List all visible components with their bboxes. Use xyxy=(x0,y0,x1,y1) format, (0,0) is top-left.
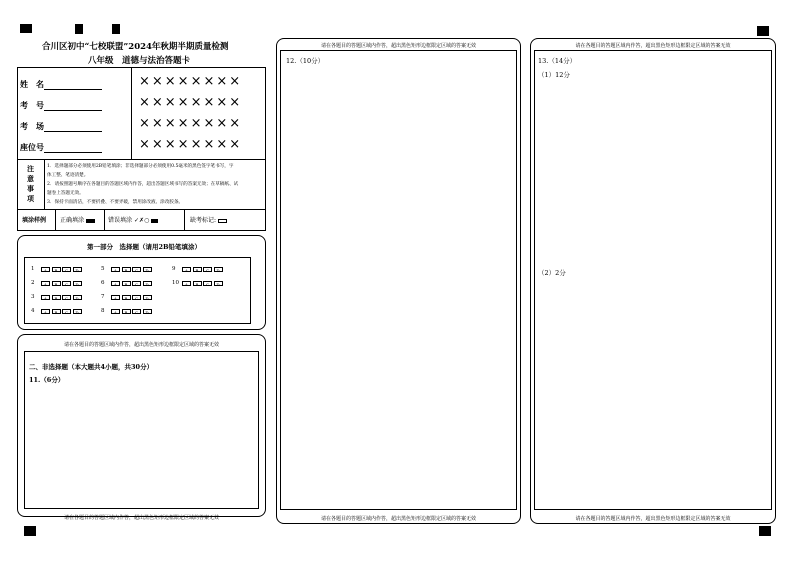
timing-mark xyxy=(759,526,771,536)
notice-label-3: 事 xyxy=(27,184,34,193)
barcode-cross-row: ×××××××× xyxy=(139,137,243,152)
exam-room-line xyxy=(44,123,102,132)
notice-label-1: 注 xyxy=(27,164,34,173)
choice-option-bubble[interactable]: A xyxy=(41,267,50,272)
panel-warning-bottom: 请在各题目的答题区域内作答，超出黑色矩形边框限定区域的答案无效 xyxy=(575,516,731,522)
choice-question-number: 1 xyxy=(31,266,35,272)
choice-question xyxy=(101,266,153,272)
choice-question-number: 3 xyxy=(31,294,35,300)
choice-option-bubble[interactable]: C xyxy=(62,281,71,286)
choice-question-number: 9 xyxy=(172,266,176,272)
filled-box-icon xyxy=(151,219,158,223)
section-title: 二、非选择题（本大题共4小题，共30分） xyxy=(29,363,154,371)
notice-label-2: 意 xyxy=(27,174,34,183)
barcode-cross-row: ×××××××× xyxy=(139,74,243,89)
answer-area-13[interactable] xyxy=(534,50,772,510)
choice-option-bubble[interactable]: D xyxy=(73,295,82,300)
choice-option-bubble[interactable]: C xyxy=(203,267,212,272)
notice-label-4: 项 xyxy=(27,194,34,203)
choice-option-bubble[interactable]: A xyxy=(111,309,120,314)
choice-option-bubble[interactable]: C xyxy=(132,281,141,286)
timing-mark xyxy=(112,24,120,34)
choice-option-bubble[interactable]: D xyxy=(73,267,82,272)
choice-option-bubble[interactable]: A xyxy=(182,267,191,272)
question-13: 13.（14分） xyxy=(538,57,577,65)
name-line xyxy=(44,81,102,90)
choice-option-bubble[interactable]: B xyxy=(122,309,131,314)
choice-option-bubble[interactable]: B xyxy=(122,267,131,272)
panel-warning-bottom: 请在各题目的答题区域内作答，超出黑色矩形边框限定区域的答案无效 xyxy=(63,515,219,521)
question-13-part-2: （2）2分 xyxy=(538,269,566,277)
panel-warning-top: 请在各题目的答题区域内作答，超出黑色矩形边框限定区域的答案无效 xyxy=(63,342,219,348)
choice-question xyxy=(31,294,83,300)
choice-option-bubble[interactable]: A xyxy=(111,281,120,286)
choice-option-bubble[interactable]: A xyxy=(111,267,120,272)
seat-number-line xyxy=(44,144,102,153)
choice-option-bubble[interactable]: D xyxy=(143,267,152,272)
absent-mark-field[interactable]: 缺考标记: xyxy=(190,215,227,224)
barcode-cross-row: ×××××××× xyxy=(139,95,243,110)
choice-question-number: 8 xyxy=(101,308,105,314)
wrong-fill-sample: 错误填涂 ✓✗○ xyxy=(108,215,158,224)
choice-option-bubble[interactable]: C xyxy=(132,267,141,272)
choice-option-bubble[interactable]: B xyxy=(193,267,202,272)
choice-option-bubble[interactable]: B xyxy=(52,295,61,300)
barcode-cross-row: ×××××××× xyxy=(139,116,243,131)
choice-question xyxy=(31,266,83,272)
exam-number-line xyxy=(44,102,102,111)
choice-option-bubble[interactable]: B xyxy=(52,309,61,314)
correct-fill-sample: 正确填涂 xyxy=(60,215,95,224)
choice-option-bubble[interactable]: C xyxy=(62,295,71,300)
question-13-part-1: （1）12分 xyxy=(538,71,570,79)
choice-question-number: 7 xyxy=(101,294,105,300)
choice-title: 第一部分 选择题（请用2B铅笔填涂） xyxy=(87,243,202,251)
choice-question xyxy=(101,294,153,300)
choice-option-bubble[interactable]: C xyxy=(62,267,71,272)
timing-mark xyxy=(24,526,36,536)
choice-option-bubble[interactable]: A xyxy=(41,281,50,286)
exam-room-field[interactable]: 考 场 xyxy=(20,121,102,132)
choice-question xyxy=(101,308,153,314)
panel-warning-bottom: 请在各题目的答题区域内作答，超出黑色矩形边框限定区域的答案无效 xyxy=(320,516,476,522)
panel-warning-top: 请在各题目的答题区域内作答，超出黑色矩形边框限定区域的答案无效 xyxy=(575,43,731,49)
timing-mark xyxy=(757,26,769,36)
choice-option-bubble[interactable]: A xyxy=(41,309,50,314)
choice-question xyxy=(172,280,224,286)
choice-question xyxy=(31,280,83,286)
choice-option-bubble[interactable]: D xyxy=(73,281,82,286)
wrong-marks-icon: ✓✗○ xyxy=(134,217,150,224)
choice-question xyxy=(101,280,153,286)
choice-option-bubble[interactable]: D xyxy=(214,267,223,272)
choice-question xyxy=(172,266,224,272)
choice-option-bubble[interactable]: B xyxy=(52,267,61,272)
choice-option-bubble[interactable]: B xyxy=(122,281,131,286)
choice-option-bubble[interactable]: D xyxy=(73,309,82,314)
card-subtitle: 八年级 道德与法治答题卡 xyxy=(88,56,191,66)
choice-option-bubble[interactable]: B xyxy=(52,281,61,286)
notice-text: 1．选择题部分必须使用2B铅笔填涂；非选择题部分必须使用0.5毫米的黑色签字笔书写，字 体工整、笔迹清楚。 2．请按照题号顺序在各题目的答题区域内作答，超出答题区域书写的答案无效；在草稿纸、试 题卷上答题无效。 3．保持卡面清洁，不要折叠、不要弄破，禁用涂改液、涂改胶条。 xyxy=(47,164,239,205)
absent-checkbox[interactable] xyxy=(218,219,227,223)
name-field[interactable]: 姓 名 xyxy=(20,79,102,90)
choice-option-bubble[interactable]: C xyxy=(132,295,141,300)
answer-area-12[interactable] xyxy=(280,50,517,510)
panel-warning-top: 请在各题目的答题区域内作答，超出黑色矩形边框限定区域的答案无效 xyxy=(320,43,476,49)
choice-option-bubble[interactable]: A xyxy=(111,295,120,300)
choice-option-bubble[interactable]: D xyxy=(143,281,152,286)
choice-question-number: 5 xyxy=(101,266,105,272)
choice-option-bubble[interactable]: A xyxy=(182,281,191,286)
timing-mark xyxy=(75,24,83,34)
seat-number-field[interactable]: 座位号 xyxy=(20,142,102,153)
choice-question-number: 10 xyxy=(172,280,179,286)
choice-option-bubble[interactable]: D xyxy=(143,309,152,314)
choice-question-number: 4 xyxy=(31,308,35,314)
question-12: 12.（10分） xyxy=(286,57,325,65)
choice-option-bubble[interactable]: D xyxy=(143,295,152,300)
exam-title: 合川区初中“七校联盟”2024年秋期半期质量检测 xyxy=(42,42,229,52)
choice-option-bubble[interactable]: B xyxy=(193,281,202,286)
choice-option-bubble[interactable]: C xyxy=(132,309,141,314)
filled-box-icon xyxy=(86,219,95,223)
choice-question xyxy=(31,308,83,314)
choice-option-bubble[interactable]: C xyxy=(62,309,71,314)
choice-question-number: 6 xyxy=(101,280,105,286)
choice-option-bubble[interactable]: A xyxy=(41,295,50,300)
choice-question-number: 2 xyxy=(31,280,35,286)
choice-option-bubble[interactable]: D xyxy=(214,281,223,286)
choice-option-bubble[interactable]: C xyxy=(203,281,212,286)
timing-mark xyxy=(20,24,32,33)
choice-option-bubble[interactable]: B xyxy=(122,295,131,300)
exam-number-field[interactable]: 考 号 xyxy=(20,100,102,111)
sample-label: 填涂样例 xyxy=(22,217,47,224)
question-11: 11.（6分） xyxy=(29,376,65,384)
